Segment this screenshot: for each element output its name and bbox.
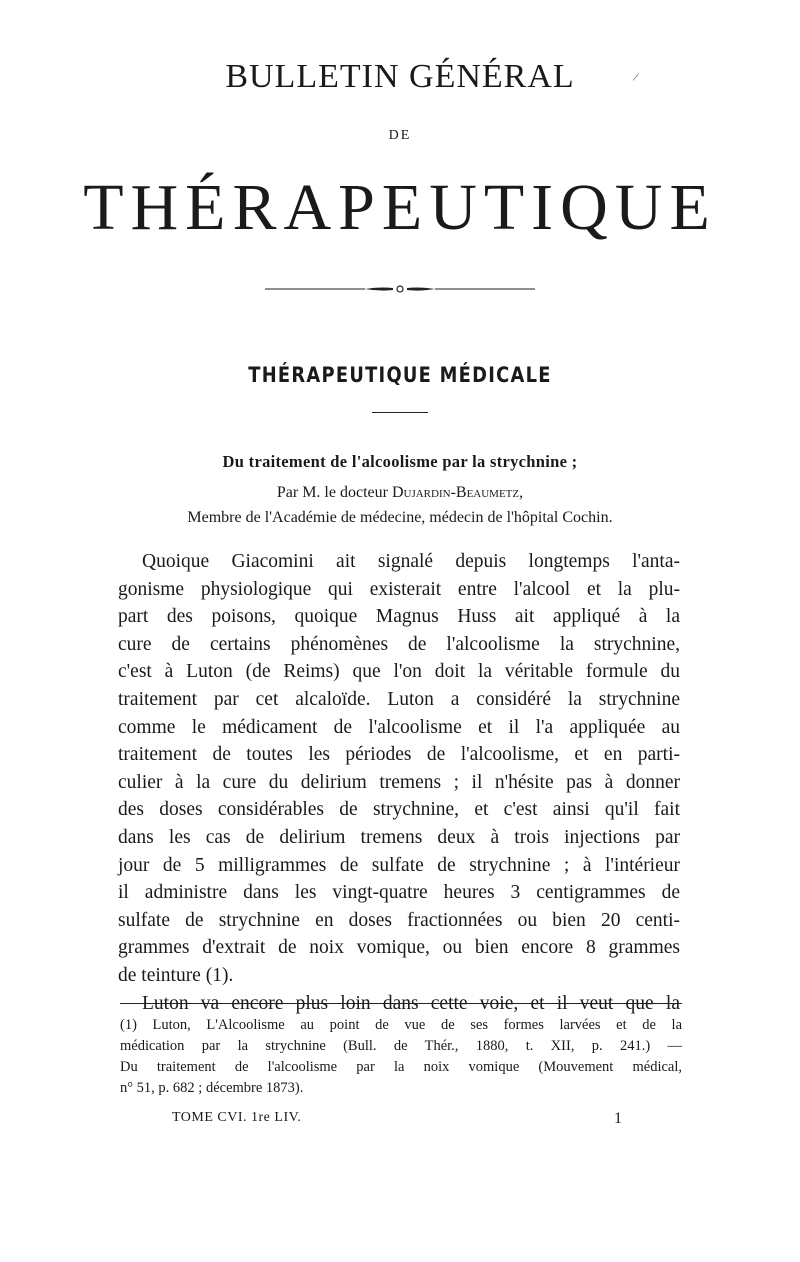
byline [0,484,800,502]
paper-speck: / [631,69,640,85]
section-divider [372,412,428,413]
footnote-text: Luton, L'Alcoolisme au point de vue de ses formes larvées et de la [152,1017,682,1033]
footnote-line [120,1015,682,1036]
body-line: de teinture (1). [118,964,234,986]
body-line: des doses considérables de strychnine, et c'est ainsi qu'il fait [118,799,680,821]
footnote-rule [120,1003,682,1004]
article-title: Du traitement de l'alcoolisme par la strychnine ; [222,452,578,471]
body-line: culier à la cure du delirium tremens ; il n'hésite pas à donner [118,771,680,793]
footnote-line: médication par la strychnine (Bull. de Thér., 1880, t. XII, p. 241.) — [120,1038,682,1054]
footnote [120,1015,682,1099]
section-title: THÉRAPEUTIQUE MÉDICALE [248,363,552,387]
body-line: traitement de toutes les périodes de l'alcoolisme, et en parti- [118,744,680,766]
journal-title-main: THÉRAPEUTIQUE [83,171,717,244]
footnote-line: n° 51, p. 682 ; décembre 1873). [120,1080,304,1096]
body-line: c'est à Luton (de Reims) que l'on doit la véritable formule du [118,661,680,683]
body-line: sulfate de strychnine en doses fractionnées ou bien 20 centi- [118,909,680,931]
body-line: cure de certains phénomènes de l'alcoolisme la strychnine, [118,633,680,655]
author-affiliation: Membre de l'Académie de médecine, médecin de l'hôpital Cochin. [187,509,613,526]
footnote-line: Du traitement de l'alcoolisme par la noix vomique (Mouvement médical, [120,1059,682,1075]
ornamental-rule [265,285,535,293]
body-line: Luton va encore plus loin dans cette voie, et il veut que la [142,992,680,1014]
body-line: Quoique Giacomini ait signalé depuis longtemps l'anta- [142,551,680,572]
footnote-marker: (1) [120,1017,137,1033]
author-name: Dujardin-Beaumetz, [391,484,524,501]
body-line: traitement par cet alcaloïde. Luton a considéré la strychnine [118,688,680,710]
body-line: il administre dans les vingt-quatre heures 3 centigrammes de [118,882,680,904]
body-line: jour de 5 milligrammes de sulfate de strychnine ; à l'intérieur [118,854,680,876]
page-number: 1 [614,1110,622,1127]
body-line: dans les cas de delirium tremens deux à trois injections par [118,826,680,848]
journal-title-line1: BULLETIN GÉNÉRAL [225,58,575,95]
body-line: comme le médicament de l'alcoolisme et il l'a appliquée au [118,716,680,738]
article-body [118,548,680,1017]
body-line: grammes d'extrait de noix vomique, ou bien encore 8 grammes [118,937,680,959]
byline-prefix: Par M. le docteur [276,484,388,501]
body-line: part des poisons, quoique Magnus Huss ait appliqué à la [118,606,680,628]
body-line: gonisme physiologique qui existerait entre l'alcool et la plu- [118,578,680,600]
tome-label: TOME CVI. 1re LIV. [172,1110,302,1125]
journal-title-de: DE [388,128,412,143]
